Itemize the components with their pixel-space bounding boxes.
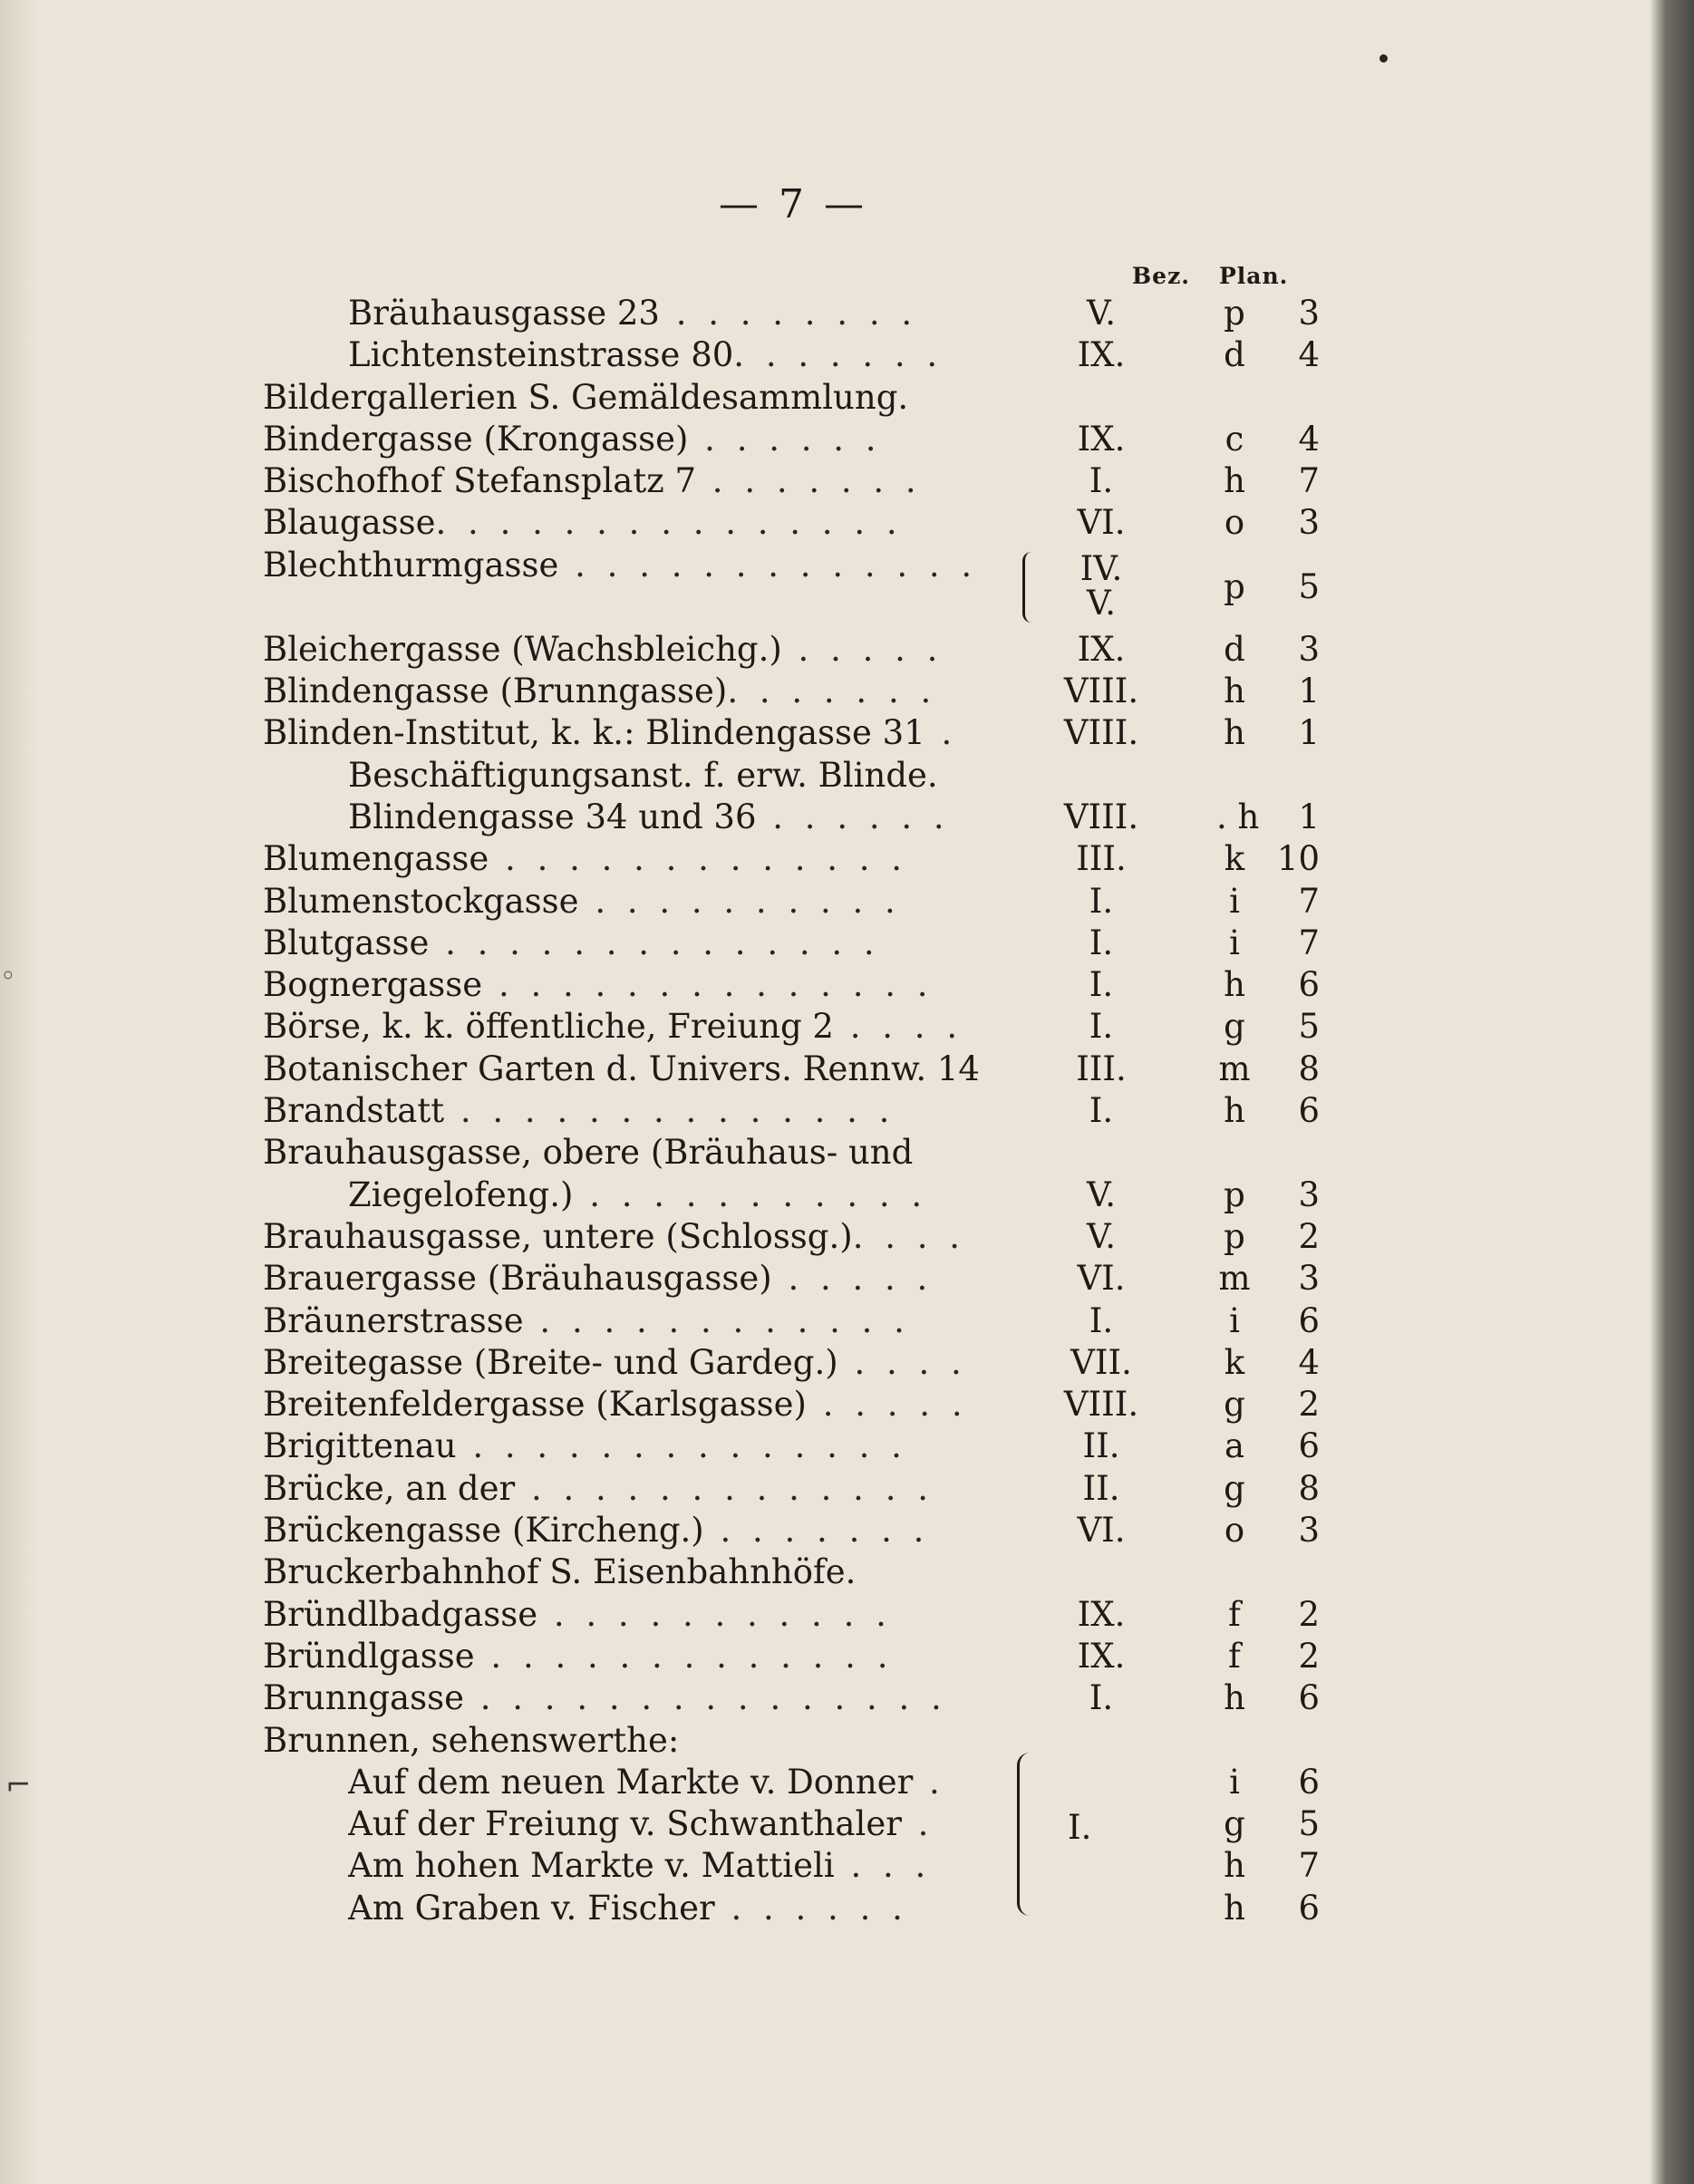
entry-text: Bründlbadgasse	[263, 1594, 538, 1634]
entry-district: I.	[1089, 1091, 1114, 1131]
entry-plan-letter: m	[1218, 1259, 1251, 1299]
entry-district: II.	[1082, 1468, 1120, 1508]
entry-name	[263, 1510, 1002, 1551]
entry-text: Auf der Freiung v. Schwanthaler	[348, 1804, 902, 1844]
entry-district: III.	[1076, 1049, 1127, 1088]
index-entry	[0, 797, 1694, 838]
index-entry	[0, 923, 1694, 964]
leader-dots: .	[924, 713, 958, 753]
entry-district: I.	[1089, 1300, 1114, 1340]
entry-plan-number: 1	[1298, 713, 1320, 753]
entry-text: Brunngasse	[263, 1678, 464, 1718]
entry-name	[263, 1216, 1002, 1258]
entry-text: Bischofhof Stefansplatz 7	[263, 461, 697, 501]
entry-text: Bindergasse (Krongasse)	[263, 419, 689, 459]
page-number: — 7 —	[719, 181, 867, 227]
index-entry	[0, 1300, 1694, 1342]
entry-plan-number: 3	[1298, 1174, 1320, 1214]
leader-dots: . . . . . .	[756, 797, 950, 836]
entry-plan-number: 6	[1298, 965, 1320, 1005]
entry-name	[263, 460, 1002, 502]
column-header-bez: Bez.	[1132, 263, 1190, 289]
entry-name	[348, 797, 1002, 838]
leader-dots: . . . . . . . . . . . . . . .	[435, 503, 903, 543]
entry-district: VI.	[1077, 1511, 1126, 1551]
index-entry	[0, 1468, 1694, 1510]
entry-name	[263, 1090, 1002, 1132]
entry-plan-number: 6	[1298, 1300, 1320, 1340]
index-entry	[0, 1677, 1694, 1719]
entry-text: Lichtensteinstrasse 80	[348, 335, 734, 375]
entry-name	[263, 1300, 1002, 1342]
leader-dots: . . . .	[852, 1216, 966, 1256]
entry-district: I.	[1089, 1007, 1114, 1047]
entry-plan-letter: p	[1224, 1216, 1245, 1256]
entry-plan-letter: p	[1224, 1174, 1245, 1214]
entry-plan-number: 3	[1298, 629, 1320, 669]
entry-plan-number: 7	[1298, 461, 1320, 501]
column-header-plan: Plan.	[1219, 263, 1289, 289]
entry-plan-letter: . h	[1216, 797, 1260, 836]
entry-text: Blindengasse (Brunngasse)	[263, 672, 728, 711]
entry-text: Blinden-Institut, k. k.: Blindengasse 31	[263, 713, 925, 753]
leader-dots: . . . . . . . . . . . . . .	[482, 965, 934, 1005]
entry-name	[348, 1762, 1002, 1803]
entry-text: Blindengasse 34 und 36	[348, 797, 757, 836]
entry-plan-number: 6	[1298, 1762, 1320, 1802]
index-entry	[0, 1888, 1694, 1929]
leader-dots: . . . . . . .	[727, 672, 937, 711]
entry-text: Bründlgasse	[263, 1636, 475, 1676]
leader-dots: . . . . . . . . . . . .	[523, 1300, 910, 1340]
entry-district: VI.	[1077, 503, 1126, 543]
entry-plan-letter: g	[1224, 1007, 1245, 1047]
entry-text: Blaugasse	[263, 503, 436, 543]
leader-dots: . . . . . . . . . . . . . .	[429, 923, 880, 962]
entry-text: Börse, k. k. öffentliche, Freiung 2	[263, 1007, 834, 1047]
index-entry	[0, 334, 1694, 376]
entry-plan-number: 8	[1298, 1468, 1320, 1508]
index-entry	[0, 1636, 1694, 1677]
leader-dots: . . . .	[833, 1007, 963, 1047]
leader-dots: .	[913, 1762, 945, 1802]
entry-text: Brücke, an der	[263, 1468, 516, 1508]
entry-text: Auf dem neuen Markte v. Donner	[348, 1762, 914, 1802]
index-entry	[0, 629, 1694, 671]
entry-text: Blumengasse	[263, 839, 489, 879]
entry-district: I.	[1089, 461, 1114, 501]
entry-plan-number: 2	[1298, 1636, 1320, 1676]
index-entry	[0, 502, 1694, 544]
entry-plan-letter: h	[1224, 1091, 1245, 1131]
brunnen-district: I.	[1068, 1808, 1092, 1847]
index-entry	[0, 1384, 1694, 1425]
entry-text: Bruckerbahnhof S. Eisenbahnhöfe.	[263, 1552, 857, 1592]
leader-dots: . . . . . . . . . . .	[573, 1174, 928, 1214]
entry-district: V.	[1086, 294, 1116, 333]
entry-plan-number: 3	[1298, 1259, 1320, 1299]
entry-text: Bräunerstrasse	[263, 1300, 524, 1340]
index-entry	[0, 1510, 1694, 1551]
leader-dots: .	[901, 1804, 934, 1844]
index-entry	[0, 377, 1694, 419]
entry-plan-number: 3	[1298, 1511, 1320, 1551]
entry-text: Blechthurmgasse	[263, 545, 559, 585]
margin-mark: ⌐	[5, 1767, 32, 1803]
entry-district: I.	[1089, 965, 1114, 1005]
district-top: IV.	[1079, 548, 1123, 588]
index-entry	[0, 755, 1694, 797]
entry-text: Bildergallerien S. Gemäldesammlung.	[263, 377, 909, 417]
entry-plan-letter: o	[1224, 503, 1245, 543]
leader-dots: . . . . . . .	[703, 1511, 930, 1551]
index-entry	[0, 460, 1694, 502]
entry-text: Bleichergasse (Wachsbleichg.)	[263, 629, 782, 669]
entry-district: VII.	[1070, 1342, 1132, 1382]
entry-text: Breitenfeldergasse (Karlsgasse)	[263, 1385, 807, 1425]
entry-plan-letter: h	[1224, 672, 1245, 711]
entry-plan-number: 5	[1298, 1804, 1320, 1844]
index-entry	[0, 1174, 1694, 1216]
entry-name	[263, 1132, 1002, 1174]
entry-name	[263, 377, 1002, 419]
entry-plan-number: 1	[1298, 672, 1320, 711]
entry-name	[348, 1888, 1002, 1929]
entry-name	[263, 1258, 1002, 1300]
leader-dots: . . . .	[837, 1342, 967, 1382]
entry-plan-number: 1	[1298, 797, 1320, 836]
entry-text: Bognergasse	[263, 965, 483, 1005]
entry-name	[348, 1174, 1002, 1216]
entry-plan-letter: h	[1224, 1678, 1245, 1718]
entry-name	[263, 502, 1002, 544]
entry-district: I.	[1089, 1678, 1114, 1718]
entry-name	[263, 1006, 1002, 1048]
entry-district: I.	[1089, 923, 1114, 962]
entry-plan-number: 4	[1298, 1342, 1320, 1382]
entry-text: Brückengasse (Kircheng.)	[263, 1511, 704, 1551]
entry-name	[263, 881, 1002, 923]
entry-name	[348, 755, 1002, 797]
leader-dots: . . . . . . .	[733, 335, 944, 375]
entry-district: IX.	[1077, 1594, 1126, 1634]
index-entry	[0, 1258, 1694, 1300]
leader-dots: . . . . . . . . . . . . . . .	[463, 1678, 947, 1718]
entry-text: Am hohen Markte v. Mattieli	[348, 1846, 835, 1886]
index-entry	[0, 1425, 1694, 1467]
entry-plan-letter: h	[1224, 1846, 1245, 1886]
entry-name	[263, 629, 1002, 671]
entry-district: IX.	[1077, 335, 1126, 375]
entry-name	[263, 923, 1002, 964]
entry-text: Brauhausgasse, obere (Bräuhaus- und	[263, 1133, 914, 1173]
entry-district: V.	[1086, 1174, 1116, 1214]
entry-name	[263, 1384, 1002, 1425]
entry-district	[1033, 548, 1169, 623]
leader-dots: . . . . . . . . . . . . .	[558, 545, 978, 585]
entry-plan-number: 6	[1298, 1888, 1320, 1928]
index-entry	[0, 671, 1694, 712]
entry-name	[263, 1049, 1002, 1090]
index-entry	[0, 1342, 1694, 1384]
leader-dots: . . . . . . . . . . . . . .	[456, 1426, 907, 1466]
entry-text: Brauhausgasse, untere (Schlossg.)	[263, 1216, 853, 1256]
leader-dots: . . . . . . . .	[659, 294, 918, 333]
index-entry	[0, 1845, 1694, 1887]
entry-name	[263, 838, 1002, 880]
entry-plan-letter: p	[1224, 294, 1245, 333]
entry-plan-number: 2	[1298, 1216, 1320, 1256]
index-entry	[0, 1762, 1694, 1803]
index-entry	[0, 293, 1694, 334]
leader-dots: . . . . . . . . . . . . . .	[444, 1091, 895, 1131]
leader-dots: . . . . . . .	[696, 461, 922, 501]
leader-dots: . . . . . .	[714, 1888, 908, 1928]
entry-text: Botanischer Garten d. Univers. Rennw. 14	[263, 1049, 980, 1088]
entry-district: I.	[1089, 881, 1114, 921]
entry-plan-letter: o	[1224, 1511, 1245, 1551]
index-entry	[0, 1551, 1694, 1593]
entry-plan-letter: c	[1225, 419, 1244, 459]
index-entry	[0, 881, 1694, 923]
district-bottom: V.	[1086, 583, 1116, 623]
entry-text: Brauergasse (Bräuhausgasse)	[263, 1259, 772, 1299]
entry-plan-letter: i	[1229, 1762, 1240, 1802]
leader-dots: . . . . . .	[688, 419, 882, 459]
entry-name	[263, 419, 1002, 460]
leader-dots: . . . . .	[771, 1259, 934, 1299]
entry-plan-number: 6	[1298, 1426, 1320, 1466]
index-entry	[0, 1803, 1694, 1845]
entry-name	[263, 1720, 1002, 1762]
entry-plan-number: 7	[1298, 923, 1320, 962]
entry-text: Blutgasse	[263, 923, 430, 962]
entry-plan-letter: h	[1224, 965, 1245, 1005]
index-entry	[0, 1216, 1694, 1258]
entry-plan-number: 8	[1298, 1049, 1320, 1088]
entry-plan-number: 4	[1298, 419, 1320, 459]
entry-name	[263, 1468, 1002, 1510]
entry-district: III.	[1076, 839, 1127, 879]
entry-district: VIII.	[1063, 797, 1139, 836]
entry-text: Bräuhausgasse 23	[348, 294, 660, 333]
index-entry	[0, 838, 1694, 880]
index-entry	[0, 545, 1694, 629]
entry-plan-number: 7	[1298, 1846, 1320, 1886]
entry-text: Brandstatt	[263, 1091, 445, 1131]
entry-plan-letter: i	[1229, 923, 1240, 962]
margin-mark: ◦	[0, 961, 16, 992]
street-index	[0, 293, 1694, 1929]
entry-text: Beschäftigungsanst. f. erw. Blinde.	[348, 755, 938, 795]
entry-plan-number: 2	[1298, 1594, 1320, 1634]
entry-plan-letter: h	[1224, 713, 1245, 753]
entry-plan-letter: d	[1224, 629, 1245, 669]
entry-name	[263, 1425, 1002, 1467]
brunnen-brace	[1017, 1753, 1032, 1916]
leader-dots: . . . . . . . . . . . . .	[515, 1468, 934, 1508]
entry-name	[348, 1803, 1002, 1845]
entry-district: VIII.	[1063, 1385, 1139, 1425]
entry-plan-number: 6	[1298, 1678, 1320, 1718]
entry-name	[263, 712, 1002, 754]
index-entry	[0, 1090, 1694, 1132]
entry-plan-letter: k	[1224, 839, 1245, 879]
entry-district: IX.	[1077, 1636, 1126, 1676]
index-entry	[0, 964, 1694, 1006]
entry-name	[263, 1594, 1002, 1636]
index-entry	[0, 712, 1694, 754]
leader-dots: . . .	[834, 1846, 932, 1886]
index-entry	[0, 1049, 1694, 1090]
entry-plan-letter: a	[1224, 1426, 1245, 1466]
index-entry	[0, 419, 1694, 460]
entry-plan-letter: g	[1224, 1385, 1245, 1425]
entry-plan-letter: k	[1224, 1342, 1245, 1382]
entry-plan-letter: m	[1218, 1049, 1251, 1088]
entry-name	[348, 334, 1002, 376]
entry-district: VI.	[1077, 1259, 1126, 1299]
index-entry	[0, 1006, 1694, 1048]
entry-name	[348, 1845, 1002, 1887]
entry-plan-letter: i	[1229, 881, 1240, 921]
entry-district: IX.	[1077, 419, 1126, 459]
entry-plan-letter: d	[1224, 335, 1245, 375]
leader-dots: . . . . . . . . . . . . .	[474, 1636, 894, 1676]
entry-plan-number: 10	[1276, 839, 1320, 879]
entry-name	[263, 964, 1002, 1006]
entry-plan-number: 5	[1298, 1007, 1320, 1047]
entry-text: Breitegasse (Breite- und Gardeg.)	[263, 1342, 838, 1382]
entry-text: Blumenstockgasse	[263, 881, 579, 921]
entry-text: Brigittenau	[263, 1426, 457, 1466]
leader-dots: . . . . . . . . . .	[578, 881, 901, 921]
entry-district: VIII.	[1063, 713, 1139, 753]
entry-text: Brunnen, sehenswerthe:	[263, 1720, 680, 1760]
ink-dot	[1379, 54, 1388, 63]
entry-text: Ziegelofeng.)	[348, 1174, 574, 1214]
leader-dots: . . . . . . . . . . .	[537, 1594, 892, 1634]
entry-district: V.	[1086, 1216, 1116, 1256]
entry-plan-letter: p	[1224, 566, 1245, 606]
leader-dots: . . . . .	[781, 629, 944, 669]
entry-name	[263, 1636, 1002, 1677]
index-entry	[0, 1720, 1694, 1762]
entry-name	[263, 671, 1002, 712]
leader-dots: . . . . . . . . . . . . .	[489, 839, 908, 879]
entry-text: Am Graben v. Fischer	[348, 1888, 715, 1928]
entry-name	[263, 545, 1002, 586]
entry-district: VIII.	[1063, 672, 1139, 711]
entry-name	[348, 293, 1002, 334]
entry-district: II.	[1082, 1426, 1120, 1466]
entry-plan-number: 3	[1298, 503, 1320, 543]
entry-district: IX.	[1077, 629, 1126, 669]
entry-name	[263, 1551, 1002, 1593]
index-entry	[0, 1594, 1694, 1636]
entry-plan-letter: i	[1229, 1300, 1240, 1340]
entry-plan-letter: h	[1224, 1888, 1245, 1928]
entry-name	[263, 1342, 1002, 1384]
entry-plan-number: 5	[1298, 566, 1320, 606]
entry-plan-letter: f	[1228, 1636, 1241, 1676]
entry-plan-letter: g	[1224, 1804, 1245, 1844]
entry-plan-letter: g	[1224, 1468, 1245, 1508]
entry-plan-number: 3	[1298, 294, 1320, 333]
entry-plan-letter: h	[1224, 461, 1245, 501]
entry-plan-number: 6	[1298, 1091, 1320, 1131]
entry-plan-number: 2	[1298, 1385, 1320, 1425]
leader-dots: . . . . .	[806, 1385, 968, 1425]
entry-name	[263, 1677, 1002, 1719]
index-entry	[0, 1132, 1694, 1174]
entry-plan-number: 7	[1298, 881, 1320, 921]
entry-plan-letter: f	[1228, 1594, 1241, 1634]
entry-plan-number: 4	[1298, 335, 1320, 375]
